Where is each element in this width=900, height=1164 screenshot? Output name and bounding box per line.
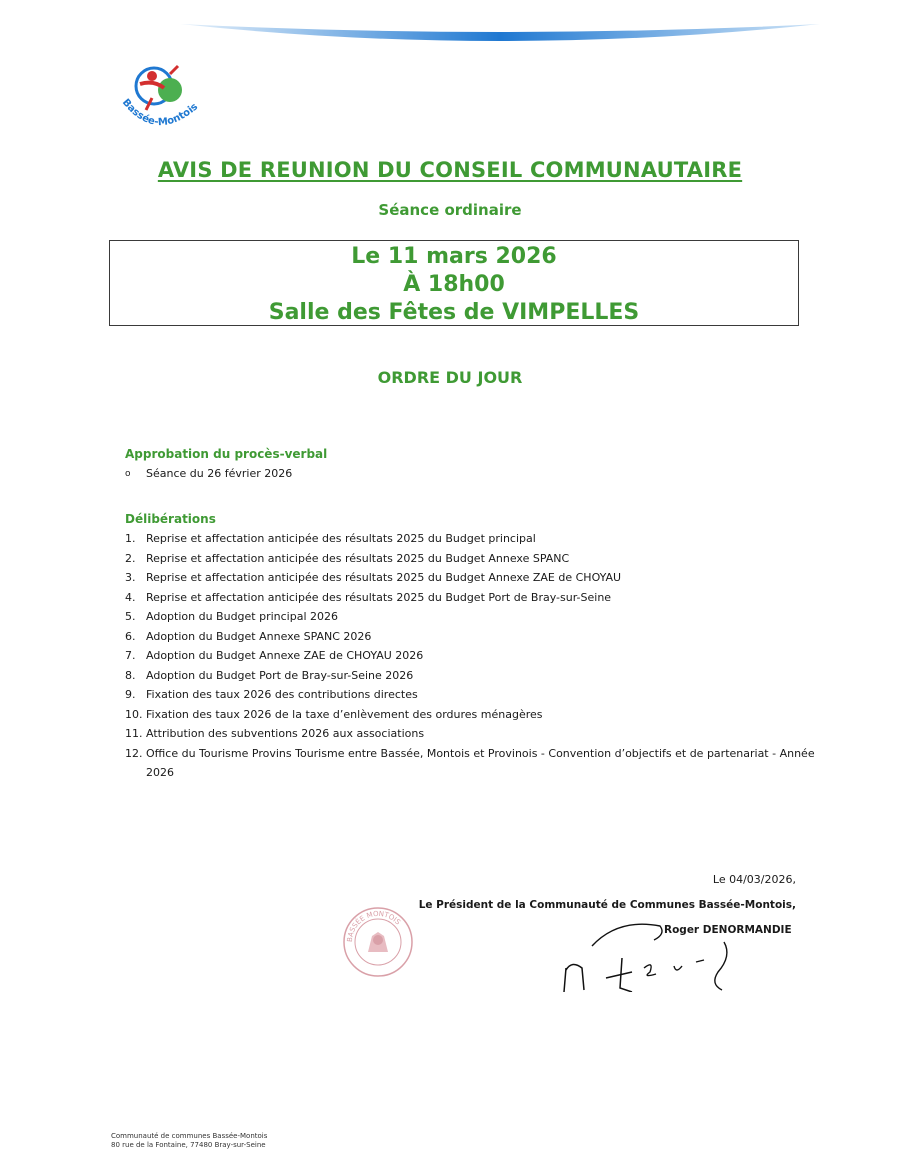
handwritten-signature (558, 912, 738, 992)
svg-text:Bassée-Montois (120, 97, 200, 128)
signer-name: Roger DENORMANDIE (664, 924, 792, 936)
list-item (125, 705, 825, 725)
agenda-heading: ORDRE DU JOUR (377, 368, 523, 387)
list-item (125, 607, 825, 627)
item-text: Adoption du Budget Annexe ZAE de CHOYAU 2026 (146, 649, 424, 662)
item-number: 10. (125, 707, 143, 721)
page-title: AVIS DE REUNION DU CONSEIL COMMUNAUTAIRE (157, 158, 743, 182)
footer-line-2: 80 rue de la Fontaine, 77480 Bray-sur-Seine (111, 1141, 266, 1149)
item-text: Reprise et affectation anticipée des résultats 2025 du Budget Port de Bray-sur-Seine (146, 590, 612, 604)
meeting-info-box (109, 240, 799, 326)
item-number: 8. (125, 668, 136, 682)
footer-line-1: Communauté de communes Bassée-Montois (111, 1132, 268, 1140)
item-number: 6. (125, 629, 136, 643)
list-item (125, 666, 825, 686)
meeting-time: À 18h00 (403, 272, 505, 297)
item-text: Adoption du Budget principal 2026 (146, 610, 339, 623)
logo-label: Bassée-Montois (119, 97, 201, 129)
header-swoosh (180, 18, 820, 58)
list-item (125, 685, 825, 705)
list-item (125, 646, 825, 666)
item-number: 1. (125, 532, 136, 545)
item-number: 3. (125, 571, 136, 584)
list-item (125, 568, 825, 588)
item-text: Office du Tourisme Provins Tourisme entre Bassée, Montois et Provinois - Convention d’objectifs et de partenariat - Année 2026 (146, 746, 815, 779)
item-text: Adoption du Budget Port de Bray-sur-Seine 2026 (146, 668, 414, 682)
list-item (125, 744, 825, 783)
president-title: Le Président de la Communauté de Communes Bassée-Montois, (418, 899, 796, 911)
list-item (125, 724, 825, 744)
approval-item (125, 467, 292, 480)
bullet-marker: o (125, 468, 131, 479)
approval-item-text: Séance du 26 février 2026 (146, 467, 293, 480)
stamp-label: BASSÉE MONTOIS (345, 909, 402, 943)
meeting-date: Le 11 mars 2026 (351, 244, 557, 269)
item-number: 11. (125, 727, 143, 740)
item-number: 12. (125, 746, 143, 760)
item-text: Fixation des taux 2026 de la taxe d’enlèvement des ordures ménagères (146, 707, 543, 721)
item-text: Reprise et affectation anticipée des résultats 2025 du Budget Annexe SPANC (146, 551, 570, 565)
footer (111, 1132, 267, 1150)
approval-section-title: Approbation du procès-verbal (125, 447, 328, 461)
deliberations-list (125, 529, 825, 783)
deliberations-section-title: Délibérations (125, 512, 216, 526)
list-item (125, 588, 825, 608)
signature-date: Le 04/03/2026, (712, 873, 796, 886)
item-number: 7. (125, 649, 136, 662)
item-number: 5. (125, 610, 136, 623)
item-number: 9. (125, 688, 136, 701)
meeting-place: Salle des Fêtes de VIMPELLES (268, 300, 640, 325)
item-text: Adoption du Budget Annexe SPANC 2026 (146, 629, 372, 643)
item-text: Reprise et affectation anticipée des résultats 2025 du Budget Annexe ZAE de CHOYAU (146, 571, 622, 584)
item-text: Fixation des taux 2026 des contributions directes (146, 688, 418, 701)
list-item (125, 627, 825, 647)
logo-wordmark (118, 96, 208, 140)
item-text: Reprise et affectation anticipée des résultats 2025 du Budget principal (146, 532, 536, 545)
official-stamp-icon (342, 906, 414, 978)
item-number: 2. (125, 551, 136, 565)
page-subtitle: Séance ordinaire (378, 201, 522, 219)
item-number: 4. (125, 590, 136, 604)
item-text: Attribution des subventions 2026 aux associations (146, 727, 425, 740)
list-item (125, 549, 825, 569)
list-item (125, 529, 825, 549)
